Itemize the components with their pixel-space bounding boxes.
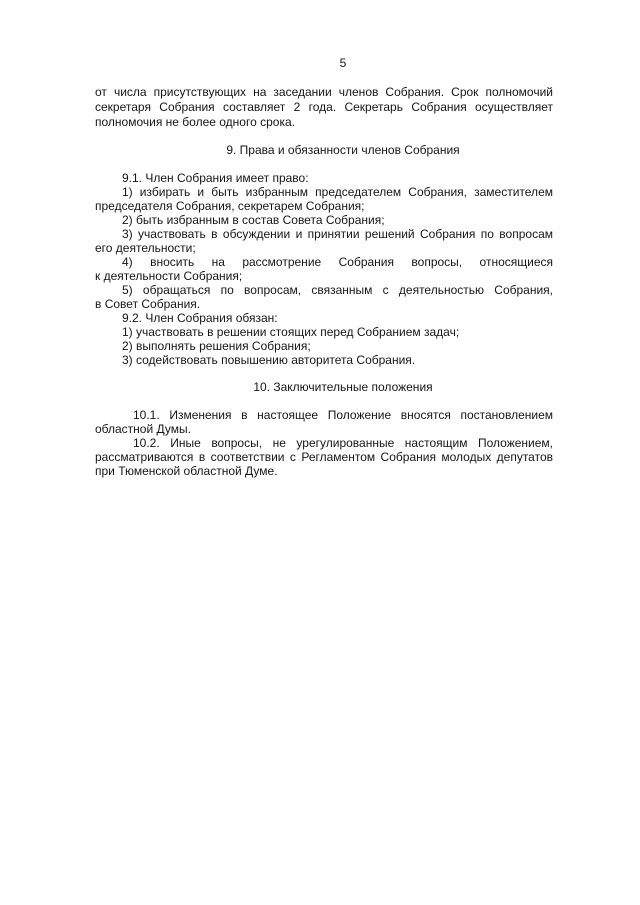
- clause-line: 10.1. Изменения в настоящее Положение вносятся постановлением: [133, 408, 553, 422]
- paragraph-line: секретаря Собрания составляет 2 года. Секретарь Собрания осуществляет: [95, 100, 553, 114]
- clause-line: при Тюменской областной Думе.: [95, 464, 278, 478]
- clause-line: 4) вносить на рассмотрение Собрания вопросы, относящиеся: [122, 255, 553, 269]
- clause-line: председателя Собрания, секретарем Собрания;: [95, 199, 365, 213]
- section-heading: 10. Заключительные положения: [253, 380, 433, 394]
- clause-line: 2) быть избранным в состав Совета Собрания;: [122, 213, 385, 227]
- clause-line: 3) содействовать повышению авторитета Собрания.: [122, 353, 416, 367]
- clause-line: в Совет Собрания.: [95, 297, 201, 311]
- clause-line: 10.2. Иные вопросы, не урегулированные настоящим Положением,: [133, 436, 553, 450]
- clause-line: к деятельности Собрания;: [95, 269, 243, 283]
- paragraph-line: от числа присутствующих на заседании членов Собрания. Срок полномочий: [95, 85, 553, 99]
- paragraph-line: полномочия не более одного срока.: [95, 115, 295, 129]
- clause-line: рассматриваются в соответствии с Регламентом Собрания молодых депутатов: [95, 450, 553, 464]
- clause-line: 1) избирать и быть избранным председателем Собрания, заместителем: [122, 185, 553, 199]
- clause-line: 5) обращаться по вопросам, связанным с деятельностью Собрания,: [122, 283, 553, 297]
- clause-line: 1) участвовать в решении стоящих перед Собранием задач;: [122, 325, 460, 339]
- clause-line: 9.2. Член Собрания обязан:: [122, 311, 278, 325]
- clause-line: областной Думы.: [95, 422, 191, 436]
- clause-line: его деятельности;: [95, 241, 196, 255]
- clause-line: 9.1. Член Собрания имеет право:: [122, 171, 309, 185]
- clause-line: 2) выполнять решения Собрания;: [122, 339, 311, 353]
- page-number: 5: [339, 56, 347, 70]
- section-heading: 9. Права и обязанности членов Собрания: [226, 143, 460, 157]
- clause-line: 3) участвовать в обсуждении и принятии решений Собрания по вопросам: [122, 227, 553, 241]
